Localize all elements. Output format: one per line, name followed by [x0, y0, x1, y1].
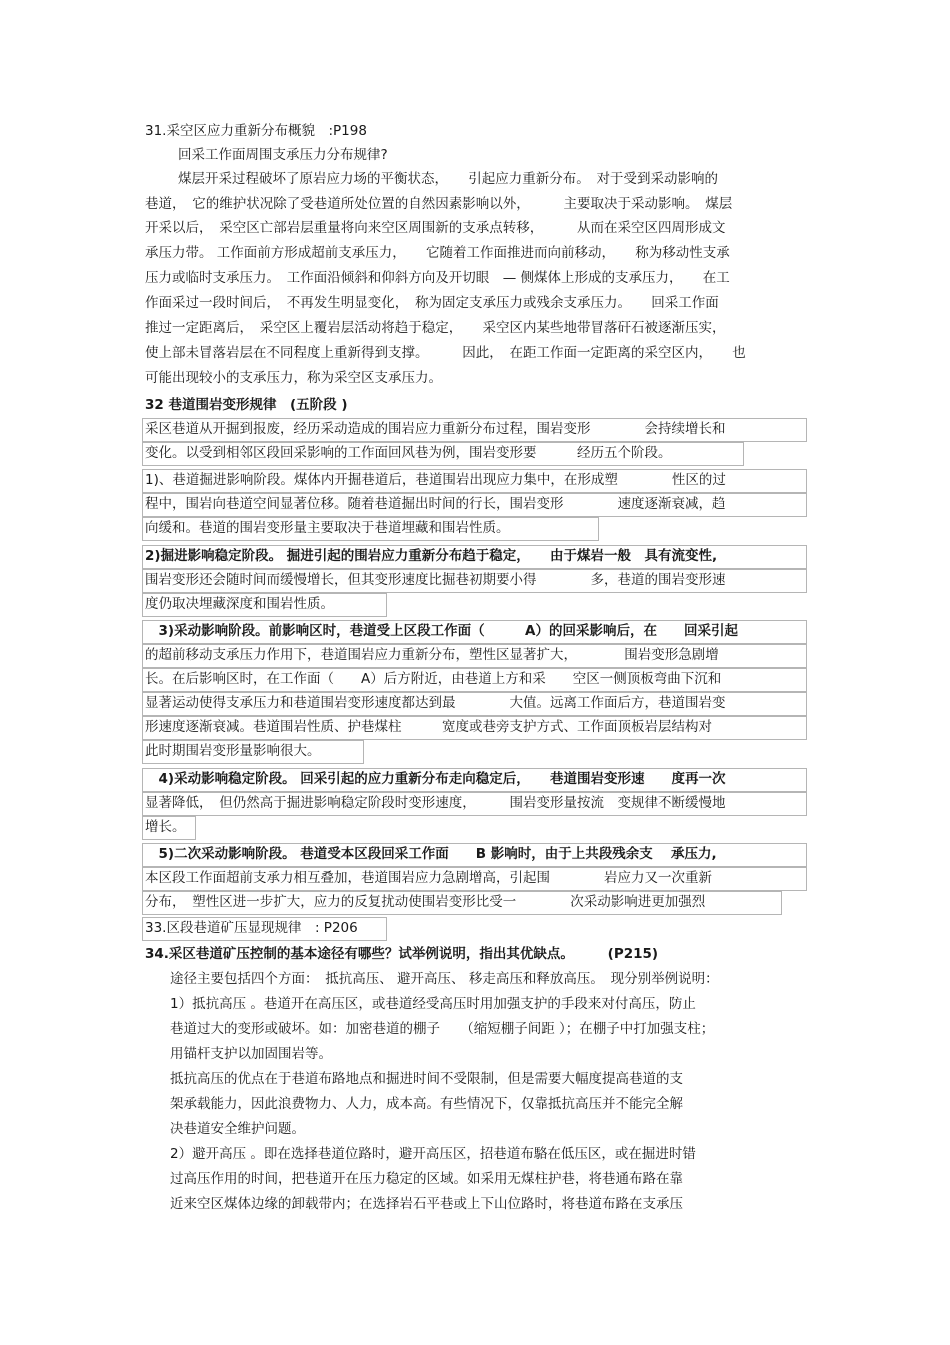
section-34-line: 抵抗高压的优点在于巷道布路地点和掘进时间不受限制，但是需要大幅度提高巷道的支	[170, 1071, 683, 1087]
section-32-line: 度仍取决埋藏深度和围岩性质。	[145, 596, 334, 612]
section-31-heading: 31.采空区应力重新分布概貌 :P198	[145, 123, 367, 139]
section-34-line: 架承载能力，因此浪费物力、人力，成本高。有些情况下，仅靠抵抗高压并不能完全解	[170, 1096, 683, 1112]
section-32-line: 的超前移动支承压力作用下，巷道围岩应力重新分布，塑性区显著扩大， 围岩变形急剧增	[145, 647, 719, 663]
section-31-line: 推过一定距离后， 采空区上覆岩层活动将趋于稳定， 采空区内某些地带冒落矸石被逐渐压实，	[145, 320, 726, 336]
section-32-line: 长。在后影响区时，在工作面（ A）后方附近，由巷道上方和采 空区一侧顶板弯曲下沉和	[145, 671, 722, 687]
section-32-line: 围岩变形还会随时间而缓慢增长，但其变形速度比掘巷初期要小得 多，巷道的围岩变形速	[145, 572, 726, 588]
section-34-line: 过高压作用的时间，把巷道开在压力稳定的区域。如采用无煤柱护巷，将巷通布路在靠	[170, 1171, 683, 1187]
section-31-line: 巷道， 它的维护状况除了受巷道所处位置的自然因素影响以外， 主要取决于采动影响。 煤层	[145, 196, 733, 212]
section-34-line: 用锚杆支护以加固围岩等。	[170, 1046, 332, 1062]
section-32-line: 5)二次采动影响阶段。 巷道受本区段回采工作面 B 影响时，由于上共段残余支 承压力,	[145, 846, 717, 862]
section-31-line: 可能出现较小的支承压力，称为采空区支承压力。	[145, 370, 442, 386]
section-32-line: 2)掘进影响稳定阶段。 掘进引起的围岩应力重新分布趋于稳定， 由于煤岩一般 具有流变性,	[145, 548, 718, 564]
section-32-line: 形速度逐渐衰减。巷道围岩性质、护巷煤柱 宽度或巷旁支护方式、工作面顶板岩层结构对	[145, 719, 712, 735]
section-34-heading: 34.采区巷道矿压控制的基本途径有哪些？试举例说明，指出其优缺点。 (P215)	[145, 946, 659, 962]
section-34-line: 2）避开高压 。即在选择巷道位路时，避开高压区，招巷道布駱在低压区，或在掘进时错	[170, 1146, 696, 1162]
section-32-line: 向缓和。巷道的围岩变形量主要取决于巷道埋藏和围岩性质。	[145, 520, 510, 536]
section-31-line: 作面采过一段时间后， 不再发生明显变化， 称为固定支承压力或残余支承压力。 回采工作面	[145, 295, 719, 311]
section-32-line: 3)采动影响阶段。前影响区时，巷道受上区段工作面（ A）的回采影响后，在 回采引起	[145, 623, 739, 639]
section-34-line: 近来空区煤体边缘的卸载带内；在选择岩石平巷或上下山位路时，将巷道布路在支承压	[170, 1196, 683, 1212]
section-31-line: 开采以后， 采空区亡部岩层重量将向来空区周围新的支承点转移， 从而在采空区四周形成文	[145, 220, 726, 236]
section-31-line: 使上部未冒落岩层在不同程度上重新得到支撑。 因此， 在距工作面一定距离的采空区内， 也	[145, 345, 746, 361]
section-32-line: 4)采动影响稳定阶段。 回采引起的应力重新分布走向稳定后， 巷道围岩变形速 度再一次	[145, 771, 726, 787]
section-32-line: 本区段工作面超前支承力相互叠加，巷道围岩应力急剧增高，引起围 岩应力又一次重新	[145, 870, 712, 886]
section-32-heading: 32 巷道围岩变形规律 (五阶段 )	[145, 397, 348, 413]
section-34-line: 途径主要包括四个方面： 抵抗高压、 避开高压、 移走高压和释放高压。 现分别举例说明：	[170, 971, 719, 987]
section-34-line: 巷道过大的变形或破坏。如：加密巷道的棚子 （缩短棚子间距 ）；在棚子中打加强支柱；	[170, 1021, 715, 1037]
section-32-line: 程中，围岩向巷道空间显著位移。随着巷道掘出时间的行长，围岩变形 速度逐渐衰减，趋	[145, 496, 726, 512]
section-32-line: 变化。以受到相邻区段回采影响的工作面回风巷为例，围岩变形要 经历五个阶段。	[145, 445, 672, 461]
section-34-line: 1）抵抗高压 。巷道开在高压区，或巷道经受高压时用加强支护的手段来对付高压，防止	[170, 996, 696, 1012]
section-32-line: 显著运动使得支承压力和巷道围岩变形速度都达到最 大值。远离工作面后方，巷道围岩变	[145, 695, 726, 711]
section-34-line: 决巷道安全维护问题。	[170, 1121, 305, 1137]
section-31-line: 压力或临时支承压力。 工作面沿倾斜和仰斜方向及开切眼 — 侧煤体上形成的支承压力， 在工	[145, 270, 730, 286]
section-32-line: 分布， 塑性区进一步扩大，应力的反复扰动使围岩变形比受一 次采动影响进更加强烈	[145, 894, 706, 910]
section-33-heading: 33.区段巷道矿压显现规律 : P206	[145, 920, 358, 936]
section-32-line: 此时期围岩变形量影响很大。	[145, 743, 321, 759]
section-32-line: 采区巷道从开掘到报废，经历采动造成的围岩应力重新分布过程，围岩变形 会持续增长和	[145, 421, 726, 437]
section-31-line: 煤层开采过程破坏了原岩应力场的平衡状态， 引起应力重新分布。 对于受到采动影响的	[178, 171, 718, 187]
section-31-question: 回采工作面周围支承压力分布规律?	[178, 147, 388, 163]
section-32-line: 显著降低， 但仍然高于掘进影响稳定阶段时变形速度， 围岩变形量按流 变规律不断缓慢地	[145, 795, 726, 811]
section-32-line: 增长。	[145, 819, 186, 835]
section-31-line: 承压力带。 工作面前方形成超前支承压力， 它随着工作面推进而向前移动， 称为移动性支承	[145, 245, 730, 261]
section-32-line: 1)、巷道掘进影响阶段。煤体内开掘巷道后，巷道围岩出现应力集中，在形成塑 性区的过	[145, 472, 726, 488]
